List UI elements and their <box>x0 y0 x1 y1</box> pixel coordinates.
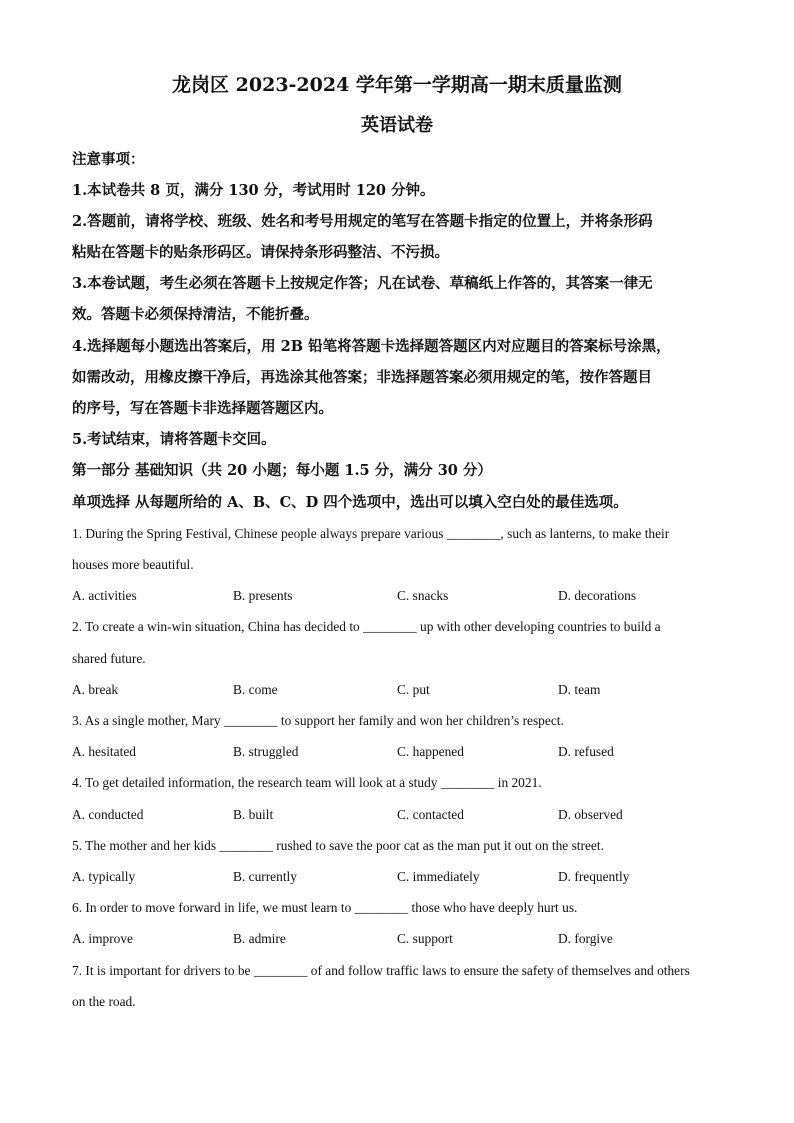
question-3-text: 3. As a single mother, Mary ________ to support her family and won her children’s respect. <box>72 713 564 728</box>
question-5-option-c: C. immediately <box>397 869 480 884</box>
question-6-option-d: D. forgive <box>558 931 613 946</box>
question-1-option-a: A. activities <box>72 588 137 603</box>
question-5-option-a: A. typically <box>72 869 136 884</box>
question-2-text-cont: shared future. <box>72 651 146 666</box>
question-6-option-a: A. improve <box>72 931 133 946</box>
question-2-option-c: C. put <box>397 682 430 697</box>
question-2-text: 2. To create a win-win situation, China has decided to ________ up with other developing countries to build a <box>72 619 661 634</box>
question-1-text: 1. During the Spring Festival, Chinese people always prepare various ________, such as lanterns, to make their <box>72 526 670 541</box>
part-title: 第一部分 基础知识（共 20 小题；每小题 1.5 分，满分 30 分） <box>72 462 492 479</box>
note-line: 5.考试结束，请将答题卡交回。 <box>72 431 276 448</box>
note-line: 3.本卷试题，考生必须在答题卡上按规定作答；凡在试卷、草稿纸上作答的，其答案一律无 <box>72 275 653 292</box>
question-6-text: 6. In order to move forward in life, we must learn to ________ those who have deeply hurt us. <box>72 900 578 915</box>
note-line: 的序号，写在答题卡非选择题答题区内。 <box>72 400 333 417</box>
question-3-option-c: C. happened <box>397 744 464 759</box>
question-1-option-b: B. presents <box>233 588 293 603</box>
question-5-option-d: D. frequently <box>558 869 630 884</box>
question-6-option-c: C. support <box>397 931 453 946</box>
note-line: 效。答题卡必须保持清洁，不能折叠。 <box>72 306 319 323</box>
note-line: 如需改动，用橡皮擦干净后，再选涂其他答案；非选择题答案必须用规定的笔，按作答题目 <box>72 369 652 386</box>
question-3-option-b: B. struggled <box>233 744 299 759</box>
question-4-option-d: D. observed <box>558 807 623 822</box>
note-line: 1.本试卷共 8 页，满分 130 分，考试用时 120 分钟。 <box>72 182 435 199</box>
question-5-text: 5. The mother and her kids ________ rushed to save the poor cat as the man put it out on the street. <box>72 838 604 853</box>
note-line: 4.选择题每小题选出答案后，用 2B 铅笔将答题卡选择题答题区内对应题目的答案标号涂黑， <box>72 338 671 355</box>
question-6-option-b: B. admire <box>233 931 286 946</box>
question-7-text-cont: on the road. <box>72 994 136 1009</box>
section-instruction: 单项选择 从每题所给的 A、B、C、D 四个选项中，选出可以填入空白处的最佳选项。 <box>72 494 628 511</box>
note-line: 粘贴在答题卡的贴条形码区。请保持条形码整洁、不污损。 <box>72 244 449 261</box>
note-line: 2.答题前，请将学校、班级、姓名和考号用规定的笔写在答题卡指定的位置上，并将条形码 <box>72 213 653 230</box>
question-3-option-a: A. hesitated <box>72 744 136 759</box>
question-5-option-b: B. currently <box>233 869 297 884</box>
question-2-option-b: B. come <box>233 682 278 697</box>
question-4-option-b: B. built <box>233 807 274 822</box>
question-4-option-c: C. contacted <box>397 807 464 822</box>
question-2-option-a: A. break <box>72 682 119 697</box>
question-1-option-c: C. snacks <box>397 588 449 603</box>
exam-subject: 英语试卷 <box>361 115 433 136</box>
question-7-text: 7. It is important for drivers to be ________ of and follow traffic laws to ensure the safety of themselves and others <box>72 963 690 978</box>
question-4-option-a: A. conducted <box>72 807 144 822</box>
question-1-option-d: D. decorations <box>558 588 637 603</box>
question-2-option-d: D. team <box>558 682 601 697</box>
exam-title: 龙岗区 2023-2024 学年第一学期高一期末质量监测 <box>172 74 622 96</box>
notes-heading: 注意事项： <box>72 151 145 168</box>
question-4-text: 4. To get detailed information, the research team will look at a study ________ in 2021. <box>72 775 542 790</box>
question-1-text-cont: houses more beautiful. <box>72 557 194 572</box>
question-3-option-d: D. refused <box>558 744 614 759</box>
